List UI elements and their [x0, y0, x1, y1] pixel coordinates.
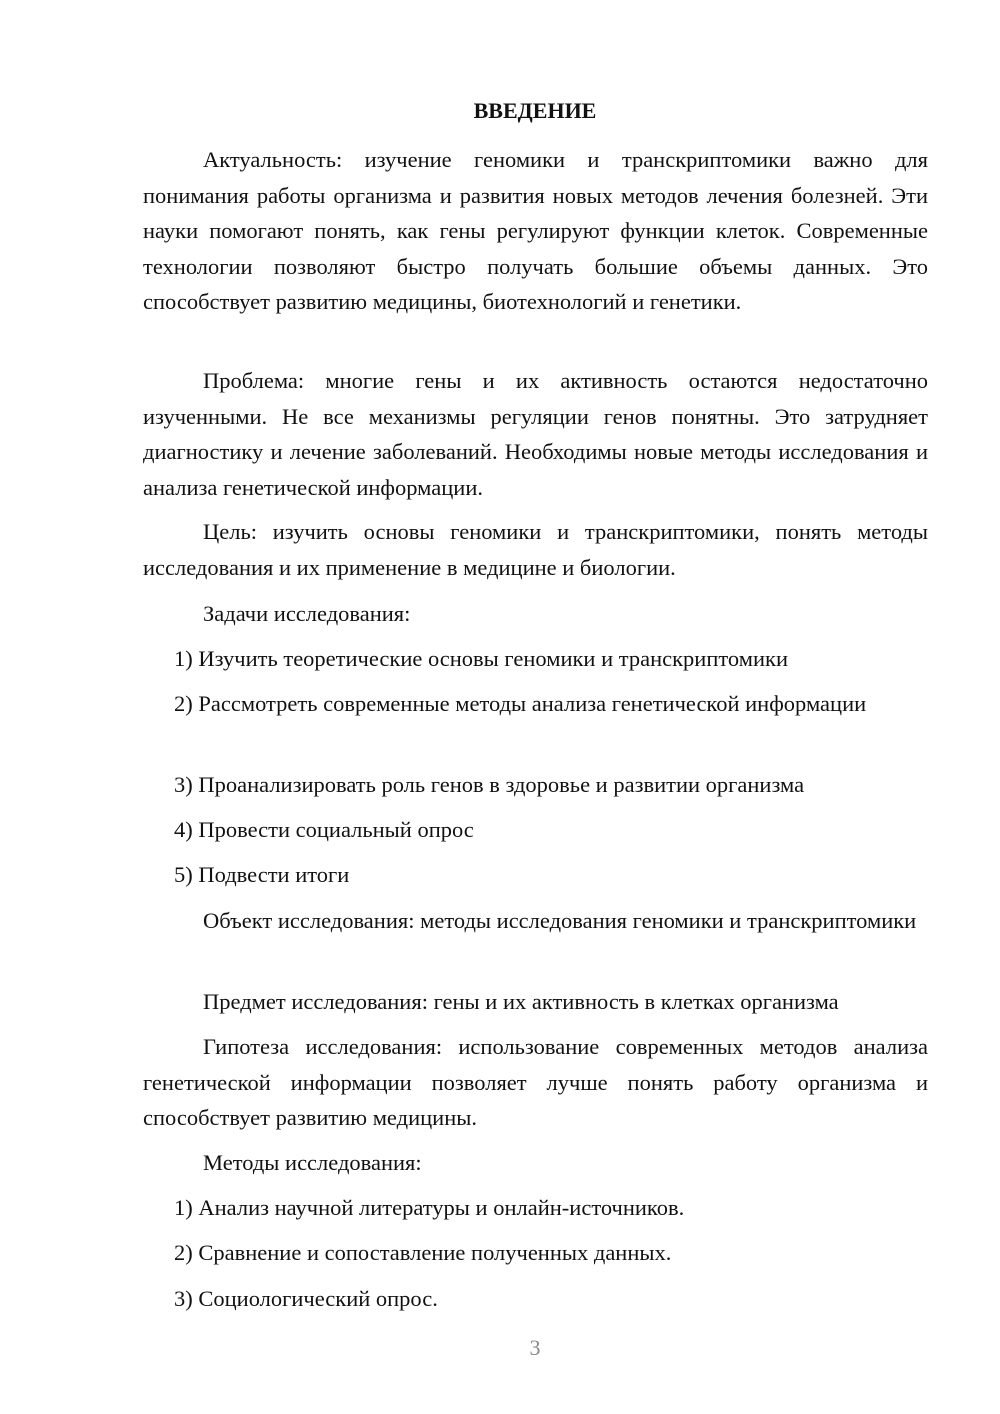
goal-paragraph: Цель: изучить основы геномики и транскриптомики, понять методы исследования и их применение в медицине и биологии.: [143, 519, 928, 580]
research-object-paragraph: Объект исследования: методы исследования геномики и транскриптомики: [203, 908, 917, 933]
task-item: 2) Рассмотреть современные методы анализа генетической информации: [174, 691, 867, 716]
problem-paragraph: Проблема: многие гены и их активность остаются недостаточно изученными. Не все механизмы регуляции генов понятны. Это затрудняет диагностику и лечение заболеваний. Необходимы новые методы исследования и анализа генетической информации.: [143, 368, 928, 500]
method-item: 2) Сравнение и сопоставление полученных данных.: [174, 1240, 672, 1265]
research-subject-paragraph: Предмет исследования: гены и их активность в клетках организма: [203, 989, 839, 1014]
tasks-title: Задачи исследования:: [203, 601, 411, 626]
relevance-paragraph: Актуальность: изучение геномики и транскриптомики важно для понимания работы организма и развития новых методов лечения болезней. Эти науки помогают понять, как гены регулируют функции клеток. Современные технологии позволяют быстро получать большие объемы данных. Это способствует развитию медицины, биотехнологий и генетики.: [143, 147, 928, 314]
methods-title: Методы исследования:: [203, 1150, 422, 1175]
task-item: 1) Изучить теоретические основы геномики и транскриптомики: [174, 646, 788, 671]
task-item: 5) Подвести итоги: [174, 862, 350, 887]
page-number: 3: [529, 1335, 541, 1360]
hypothesis-paragraph: Гипотеза исследования: использование современных методов анализа генетической информации позволяет лучше понять работу организма и способствует развитию медицины.: [143, 1034, 928, 1130]
method-item: 3) Социологический опрос.: [174, 1286, 438, 1311]
task-item: 4) Провести социальный опрос: [174, 817, 474, 842]
method-item: 1) Анализ научной литературы и онлайн-источников.: [174, 1195, 685, 1220]
task-item: 3) Проанализировать роль генов в здоровье и развитии организма: [174, 772, 805, 797]
page-title: ВВЕДЕНИЕ: [473, 98, 597, 123]
